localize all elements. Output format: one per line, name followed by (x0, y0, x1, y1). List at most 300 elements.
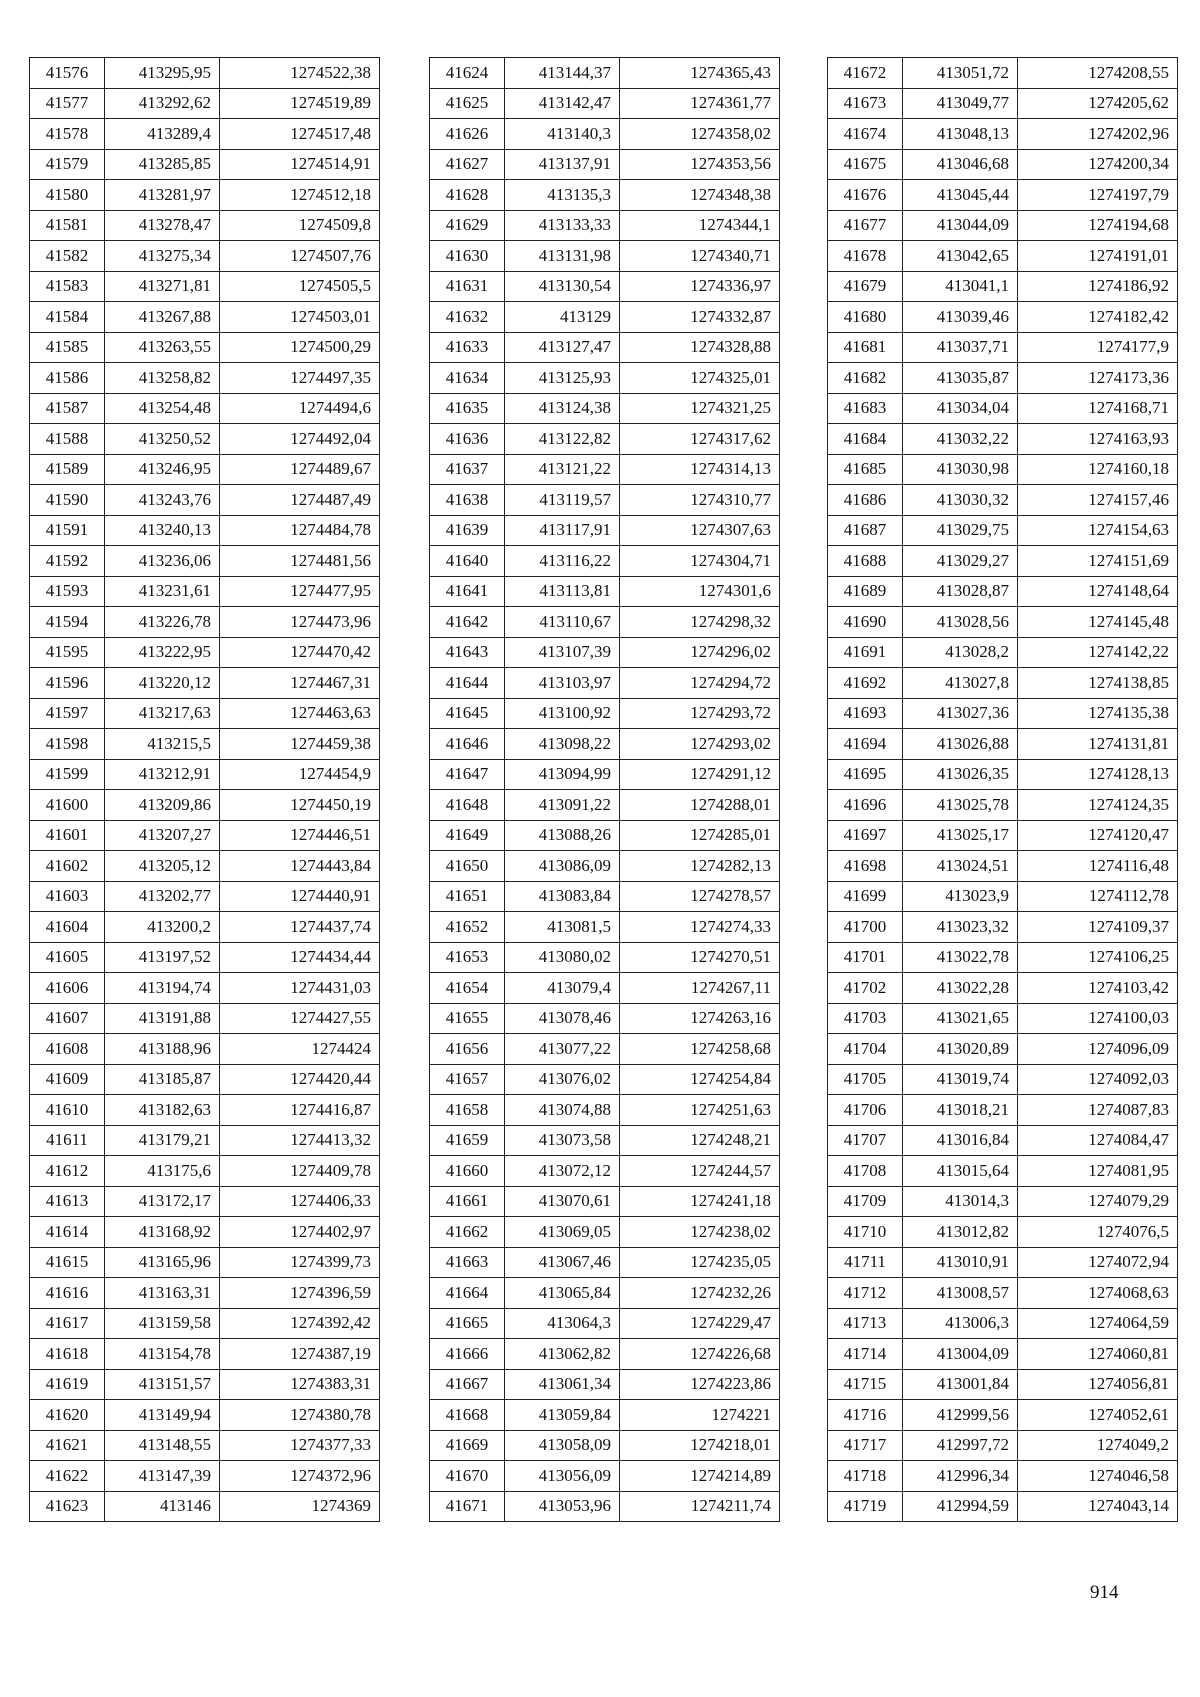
x-coordinate-cell: 413231,61 (105, 576, 220, 607)
table-row (430, 1034, 780, 1065)
point-number-cell: 41638 (430, 485, 505, 516)
x-coordinate-cell: 413056,09 (505, 1461, 620, 1492)
point-number-cell: 41607 (30, 1003, 105, 1034)
table-row (828, 576, 1178, 607)
table-row (430, 546, 780, 577)
x-coordinate-cell: 413119,57 (505, 485, 620, 516)
point-number-cell: 41665 (430, 1308, 505, 1339)
table-row (30, 668, 380, 699)
y-coordinate-cell: 1274519,89 (220, 88, 380, 119)
point-number-cell: 41708 (828, 1156, 903, 1187)
table-row (828, 851, 1178, 882)
point-number-cell: 41652 (430, 912, 505, 943)
x-coordinate-cell: 413067,46 (505, 1247, 620, 1278)
y-coordinate-cell: 1274507,76 (220, 241, 380, 272)
point-number-cell: 41661 (430, 1186, 505, 1217)
point-number-cell: 41614 (30, 1217, 105, 1248)
y-coordinate-cell: 1274072,94 (1018, 1247, 1178, 1278)
point-number-cell: 41639 (430, 515, 505, 546)
table-row (30, 241, 380, 272)
point-number-cell: 41693 (828, 698, 903, 729)
x-coordinate-cell: 413029,75 (903, 515, 1018, 546)
point-number-cell: 41703 (828, 1003, 903, 1034)
y-coordinate-cell: 1274100,03 (1018, 1003, 1178, 1034)
x-coordinate-cell: 413271,81 (105, 271, 220, 302)
table-row (828, 607, 1178, 638)
y-coordinate-cell: 1274232,26 (620, 1278, 780, 1309)
table-row (30, 912, 380, 943)
x-coordinate-cell: 413122,82 (505, 424, 620, 455)
y-coordinate-cell: 1274254,84 (620, 1064, 780, 1095)
point-number-cell: 41592 (30, 546, 105, 577)
x-coordinate-cell: 413103,97 (505, 668, 620, 699)
x-coordinate-cell: 413243,76 (105, 485, 220, 516)
table-row (430, 820, 780, 851)
table-row (30, 881, 380, 912)
point-number-cell: 41679 (828, 271, 903, 302)
x-coordinate-cell: 413263,55 (105, 332, 220, 363)
x-coordinate-cell: 413140,3 (505, 119, 620, 150)
point-number-cell: 41646 (430, 729, 505, 760)
table-row (828, 1369, 1178, 1400)
x-coordinate-cell: 413200,2 (105, 912, 220, 943)
y-coordinate-cell: 1274214,89 (620, 1461, 780, 1492)
point-number-cell: 41597 (30, 698, 105, 729)
y-coordinate-cell: 1274202,96 (1018, 119, 1178, 150)
y-coordinate-cell: 1274043,14 (1018, 1491, 1178, 1522)
table-row (828, 820, 1178, 851)
x-coordinate-cell: 413012,82 (903, 1217, 1018, 1248)
y-coordinate-cell: 1274177,9 (1018, 332, 1178, 363)
point-number-cell: 41577 (30, 88, 105, 119)
point-number-cell: 41694 (828, 729, 903, 760)
x-coordinate-cell: 413039,46 (903, 302, 1018, 333)
point-number-cell: 41612 (30, 1156, 105, 1187)
y-coordinate-cell: 1274248,21 (620, 1125, 780, 1156)
x-coordinate-cell: 413025,78 (903, 790, 1018, 821)
table-row (30, 1308, 380, 1339)
y-coordinate-cell: 1274293,72 (620, 698, 780, 729)
y-coordinate-cell: 1274416,87 (220, 1095, 380, 1126)
point-number-cell: 41659 (430, 1125, 505, 1156)
y-coordinate-cell: 1274084,47 (1018, 1125, 1178, 1156)
point-number-cell: 41701 (828, 942, 903, 973)
y-coordinate-cell: 1274298,32 (620, 607, 780, 638)
table-row (430, 668, 780, 699)
point-number-cell: 41623 (30, 1491, 105, 1522)
x-coordinate-cell: 413182,63 (105, 1095, 220, 1126)
point-number-cell: 41681 (828, 332, 903, 363)
y-coordinate-cell: 1274251,63 (620, 1095, 780, 1126)
point-number-cell: 41602 (30, 851, 105, 882)
point-number-cell: 41683 (828, 393, 903, 424)
point-number-cell: 41582 (30, 241, 105, 272)
y-coordinate-cell: 1274314,13 (620, 454, 780, 485)
y-coordinate-cell: 1274142,22 (1018, 637, 1178, 668)
x-coordinate-cell: 413051,72 (903, 58, 1018, 89)
x-coordinate-cell: 413185,87 (105, 1064, 220, 1095)
x-coordinate-cell: 413006,3 (903, 1308, 1018, 1339)
point-number-cell: 41695 (828, 759, 903, 790)
y-coordinate-cell: 1274131,81 (1018, 729, 1178, 760)
y-coordinate-cell: 1274353,56 (620, 149, 780, 180)
x-coordinate-cell: 413022,78 (903, 942, 1018, 973)
point-number-cell: 41673 (828, 88, 903, 119)
table-row (828, 1339, 1178, 1370)
y-coordinate-cell: 1274450,19 (220, 790, 380, 821)
y-coordinate-cell: 1274361,77 (620, 88, 780, 119)
x-coordinate-cell: 413098,22 (505, 729, 620, 760)
point-number-cell: 41691 (828, 637, 903, 668)
y-coordinate-cell: 1274440,91 (220, 881, 380, 912)
x-coordinate-cell: 413037,71 (903, 332, 1018, 363)
table-row (30, 1369, 380, 1400)
table-row (828, 1003, 1178, 1034)
table-row (430, 180, 780, 211)
point-number-cell: 41617 (30, 1308, 105, 1339)
point-number-cell: 41664 (430, 1278, 505, 1309)
x-coordinate-cell: 413151,57 (105, 1369, 220, 1400)
point-number-cell: 41678 (828, 241, 903, 272)
point-number-cell: 41689 (828, 576, 903, 607)
point-number-cell: 41576 (30, 58, 105, 89)
table-row (430, 637, 780, 668)
point-number-cell: 41677 (828, 210, 903, 241)
table-row (430, 851, 780, 882)
x-coordinate-cell: 413018,21 (903, 1095, 1018, 1126)
table-row (30, 1430, 380, 1461)
point-number-cell: 41649 (430, 820, 505, 851)
table-row (430, 607, 780, 638)
table-row (430, 210, 780, 241)
y-coordinate-cell: 1274431,03 (220, 973, 380, 1004)
table-row (828, 1491, 1178, 1522)
table-row (430, 1156, 780, 1187)
point-number-cell: 41671 (430, 1491, 505, 1522)
table-row (828, 149, 1178, 180)
x-coordinate-cell: 413020,89 (903, 1034, 1018, 1065)
table-row (430, 1064, 780, 1095)
table-row (430, 58, 780, 89)
y-coordinate-cell: 1274301,6 (620, 576, 780, 607)
x-coordinate-cell: 413027,8 (903, 668, 1018, 699)
table-row (828, 1186, 1178, 1217)
y-coordinate-cell: 1274221 (620, 1400, 780, 1431)
y-coordinate-cell: 1274325,01 (620, 363, 780, 394)
y-coordinate-cell: 1274377,33 (220, 1430, 380, 1461)
y-coordinate-cell: 1274328,88 (620, 332, 780, 363)
table-row (828, 1217, 1178, 1248)
y-coordinate-cell: 1274288,01 (620, 790, 780, 821)
point-number-cell: 41622 (30, 1461, 105, 1492)
x-coordinate-cell: 413088,26 (505, 820, 620, 851)
x-coordinate-cell: 413032,22 (903, 424, 1018, 455)
table-row (30, 1125, 380, 1156)
coordinate-table-2 (429, 57, 780, 1522)
point-number-cell: 41663 (430, 1247, 505, 1278)
x-coordinate-cell: 413059,84 (505, 1400, 620, 1431)
x-coordinate-cell: 413015,64 (903, 1156, 1018, 1187)
x-coordinate-cell: 413202,77 (105, 881, 220, 912)
y-coordinate-cell: 1274434,44 (220, 942, 380, 973)
x-coordinate-cell: 413008,57 (903, 1278, 1018, 1309)
point-number-cell: 41641 (430, 576, 505, 607)
y-coordinate-cell: 1274446,51 (220, 820, 380, 851)
point-number-cell: 41655 (430, 1003, 505, 1034)
y-coordinate-cell: 1274135,38 (1018, 698, 1178, 729)
table-row (828, 332, 1178, 363)
x-coordinate-cell: 413094,99 (505, 759, 620, 790)
y-coordinate-cell: 1274293,02 (620, 729, 780, 760)
x-coordinate-cell: 413116,22 (505, 546, 620, 577)
y-coordinate-cell: 1274200,34 (1018, 149, 1178, 180)
point-number-cell: 41700 (828, 912, 903, 943)
x-coordinate-cell: 413127,47 (505, 332, 620, 363)
table-row (828, 1430, 1178, 1461)
table-row (30, 973, 380, 1004)
table-row (430, 1125, 780, 1156)
y-coordinate-cell: 1274509,8 (220, 210, 380, 241)
y-coordinate-cell: 1274321,25 (620, 393, 780, 424)
point-number-cell: 41653 (430, 942, 505, 973)
y-coordinate-cell: 1274365,43 (620, 58, 780, 89)
y-coordinate-cell: 1274274,33 (620, 912, 780, 943)
table-row (430, 271, 780, 302)
point-number-cell: 41580 (30, 180, 105, 211)
point-number-cell: 41647 (430, 759, 505, 790)
x-coordinate-cell: 412994,59 (903, 1491, 1018, 1522)
table-row (828, 1400, 1178, 1431)
table-row (430, 1491, 780, 1522)
table-row (828, 668, 1178, 699)
table-row (30, 424, 380, 455)
x-coordinate-cell: 413079,4 (505, 973, 620, 1004)
table-row (30, 1400, 380, 1431)
table-row (30, 1003, 380, 1034)
y-coordinate-cell: 1274120,47 (1018, 820, 1178, 851)
table-row (30, 1278, 380, 1309)
table-row (430, 88, 780, 119)
y-coordinate-cell: 1274372,96 (220, 1461, 380, 1492)
table-row (30, 393, 380, 424)
point-number-cell: 41616 (30, 1278, 105, 1309)
point-number-cell: 41642 (430, 607, 505, 638)
point-number-cell: 41579 (30, 149, 105, 180)
table-row (828, 790, 1178, 821)
y-coordinate-cell: 1274238,02 (620, 1217, 780, 1248)
y-coordinate-cell: 1274481,56 (220, 546, 380, 577)
x-coordinate-cell: 413209,86 (105, 790, 220, 821)
table-row (430, 1308, 780, 1339)
table-row (828, 485, 1178, 516)
table-row (30, 576, 380, 607)
y-coordinate-cell: 1274317,62 (620, 424, 780, 455)
x-coordinate-cell: 413073,58 (505, 1125, 620, 1156)
x-coordinate-cell: 413025,17 (903, 820, 1018, 851)
point-number-cell: 41631 (430, 271, 505, 302)
y-coordinate-cell: 1274145,48 (1018, 607, 1178, 638)
y-coordinate-cell: 1274197,79 (1018, 180, 1178, 211)
y-coordinate-cell: 1274205,62 (1018, 88, 1178, 119)
y-coordinate-cell: 1274148,64 (1018, 576, 1178, 607)
y-coordinate-cell: 1274211,74 (620, 1491, 780, 1522)
y-coordinate-cell: 1274492,04 (220, 424, 380, 455)
point-number-cell: 41628 (430, 180, 505, 211)
point-number-cell: 41610 (30, 1095, 105, 1126)
y-coordinate-cell: 1274116,48 (1018, 851, 1178, 882)
x-coordinate-cell: 413045,44 (903, 180, 1018, 211)
point-number-cell: 41594 (30, 607, 105, 638)
x-coordinate-cell: 413026,35 (903, 759, 1018, 790)
y-coordinate-cell: 1274235,05 (620, 1247, 780, 1278)
table-row (430, 363, 780, 394)
x-coordinate-cell: 413121,22 (505, 454, 620, 485)
table-row (30, 454, 380, 485)
y-coordinate-cell: 1274332,87 (620, 302, 780, 333)
point-number-cell: 41605 (30, 942, 105, 973)
x-coordinate-cell: 413154,78 (105, 1339, 220, 1370)
y-coordinate-cell: 1274244,57 (620, 1156, 780, 1187)
point-number-cell: 41598 (30, 729, 105, 760)
point-number-cell: 41644 (430, 668, 505, 699)
x-coordinate-cell: 413222,95 (105, 637, 220, 668)
point-number-cell: 41660 (430, 1156, 505, 1187)
x-coordinate-cell: 413030,98 (903, 454, 1018, 485)
x-coordinate-cell: 413175,6 (105, 1156, 220, 1187)
point-number-cell: 41704 (828, 1034, 903, 1065)
table-row (430, 302, 780, 333)
point-number-cell: 41627 (430, 149, 505, 180)
table-row (828, 912, 1178, 943)
point-number-cell: 41588 (30, 424, 105, 455)
table-row (828, 759, 1178, 790)
point-number-cell: 41604 (30, 912, 105, 943)
point-number-cell: 41702 (828, 973, 903, 1004)
table-row (30, 1461, 380, 1492)
y-coordinate-cell: 1274128,13 (1018, 759, 1178, 790)
table-row (828, 637, 1178, 668)
x-coordinate-cell: 413028,56 (903, 607, 1018, 638)
x-coordinate-cell: 413049,77 (903, 88, 1018, 119)
x-coordinate-cell: 413130,54 (505, 271, 620, 302)
x-coordinate-cell: 413129 (505, 302, 620, 333)
point-number-cell: 41716 (828, 1400, 903, 1431)
table-row (828, 241, 1178, 272)
table-row (30, 546, 380, 577)
y-coordinate-cell: 1274500,29 (220, 332, 380, 363)
x-coordinate-cell: 413135,3 (505, 180, 620, 211)
y-coordinate-cell: 1274182,42 (1018, 302, 1178, 333)
point-number-cell: 41654 (430, 973, 505, 1004)
y-coordinate-cell: 1274049,2 (1018, 1430, 1178, 1461)
point-number-cell: 41697 (828, 820, 903, 851)
x-coordinate-cell: 413041,1 (903, 271, 1018, 302)
table-row (30, 1247, 380, 1278)
table-row (30, 1064, 380, 1095)
y-coordinate-cell: 1274392,42 (220, 1308, 380, 1339)
x-coordinate-cell: 413194,74 (105, 973, 220, 1004)
point-number-cell: 41624 (430, 58, 505, 89)
table-row (30, 302, 380, 333)
point-number-cell: 41687 (828, 515, 903, 546)
table-row (828, 363, 1178, 394)
table-row (828, 698, 1178, 729)
point-number-cell: 41707 (828, 1125, 903, 1156)
y-coordinate-cell: 1274344,1 (620, 210, 780, 241)
point-number-cell: 41593 (30, 576, 105, 607)
x-coordinate-cell: 413246,95 (105, 454, 220, 485)
point-number-cell: 41719 (828, 1491, 903, 1522)
table-row (828, 393, 1178, 424)
table-row (430, 942, 780, 973)
y-coordinate-cell: 1274079,29 (1018, 1186, 1178, 1217)
table-row (30, 363, 380, 394)
x-coordinate-cell: 413124,38 (505, 393, 620, 424)
table-row (430, 241, 780, 272)
x-coordinate-cell: 413168,92 (105, 1217, 220, 1248)
x-coordinate-cell: 413053,96 (505, 1491, 620, 1522)
y-coordinate-cell: 1274208,55 (1018, 58, 1178, 89)
table-row (828, 210, 1178, 241)
x-coordinate-cell: 413086,09 (505, 851, 620, 882)
x-coordinate-cell: 413278,47 (105, 210, 220, 241)
y-coordinate-cell: 1274173,36 (1018, 363, 1178, 394)
y-coordinate-cell: 1274191,01 (1018, 241, 1178, 272)
table-row (430, 1430, 780, 1461)
y-coordinate-cell: 1274052,61 (1018, 1400, 1178, 1431)
point-number-cell: 41637 (430, 454, 505, 485)
point-number-cell: 41615 (30, 1247, 105, 1278)
table-row (30, 119, 380, 150)
y-coordinate-cell: 1274076,5 (1018, 1217, 1178, 1248)
table-row (30, 88, 380, 119)
x-coordinate-cell: 413220,12 (105, 668, 220, 699)
table-row (430, 1400, 780, 1431)
point-number-cell: 41714 (828, 1339, 903, 1370)
y-coordinate-cell: 1274087,83 (1018, 1095, 1178, 1126)
point-number-cell: 41690 (828, 607, 903, 638)
y-coordinate-cell: 1274358,02 (620, 119, 780, 150)
point-number-cell: 41640 (430, 546, 505, 577)
y-coordinate-cell: 1274477,95 (220, 576, 380, 607)
table-row (828, 942, 1178, 973)
x-coordinate-cell: 413072,12 (505, 1156, 620, 1187)
x-coordinate-cell: 413144,37 (505, 58, 620, 89)
table-row (30, 1095, 380, 1126)
y-coordinate-cell: 1274413,32 (220, 1125, 380, 1156)
y-coordinate-cell: 1274229,47 (620, 1308, 780, 1339)
table-row (30, 790, 380, 821)
table-row (30, 851, 380, 882)
y-coordinate-cell: 1274463,63 (220, 698, 380, 729)
y-coordinate-cell: 1274285,01 (620, 820, 780, 851)
point-number-cell: 41698 (828, 851, 903, 882)
y-coordinate-cell: 1274112,78 (1018, 881, 1178, 912)
x-coordinate-cell: 413074,88 (505, 1095, 620, 1126)
point-number-cell: 41666 (430, 1339, 505, 1370)
point-number-cell: 41626 (430, 119, 505, 150)
point-number-cell: 41606 (30, 973, 105, 1004)
table-row (30, 271, 380, 302)
point-number-cell: 41657 (430, 1064, 505, 1095)
table-row (430, 973, 780, 1004)
point-number-cell: 41625 (430, 88, 505, 119)
point-number-cell: 41692 (828, 668, 903, 699)
y-coordinate-cell: 1274151,69 (1018, 546, 1178, 577)
x-coordinate-cell: 413133,33 (505, 210, 620, 241)
y-coordinate-cell: 1274160,18 (1018, 454, 1178, 485)
y-coordinate-cell: 1274106,25 (1018, 942, 1178, 973)
